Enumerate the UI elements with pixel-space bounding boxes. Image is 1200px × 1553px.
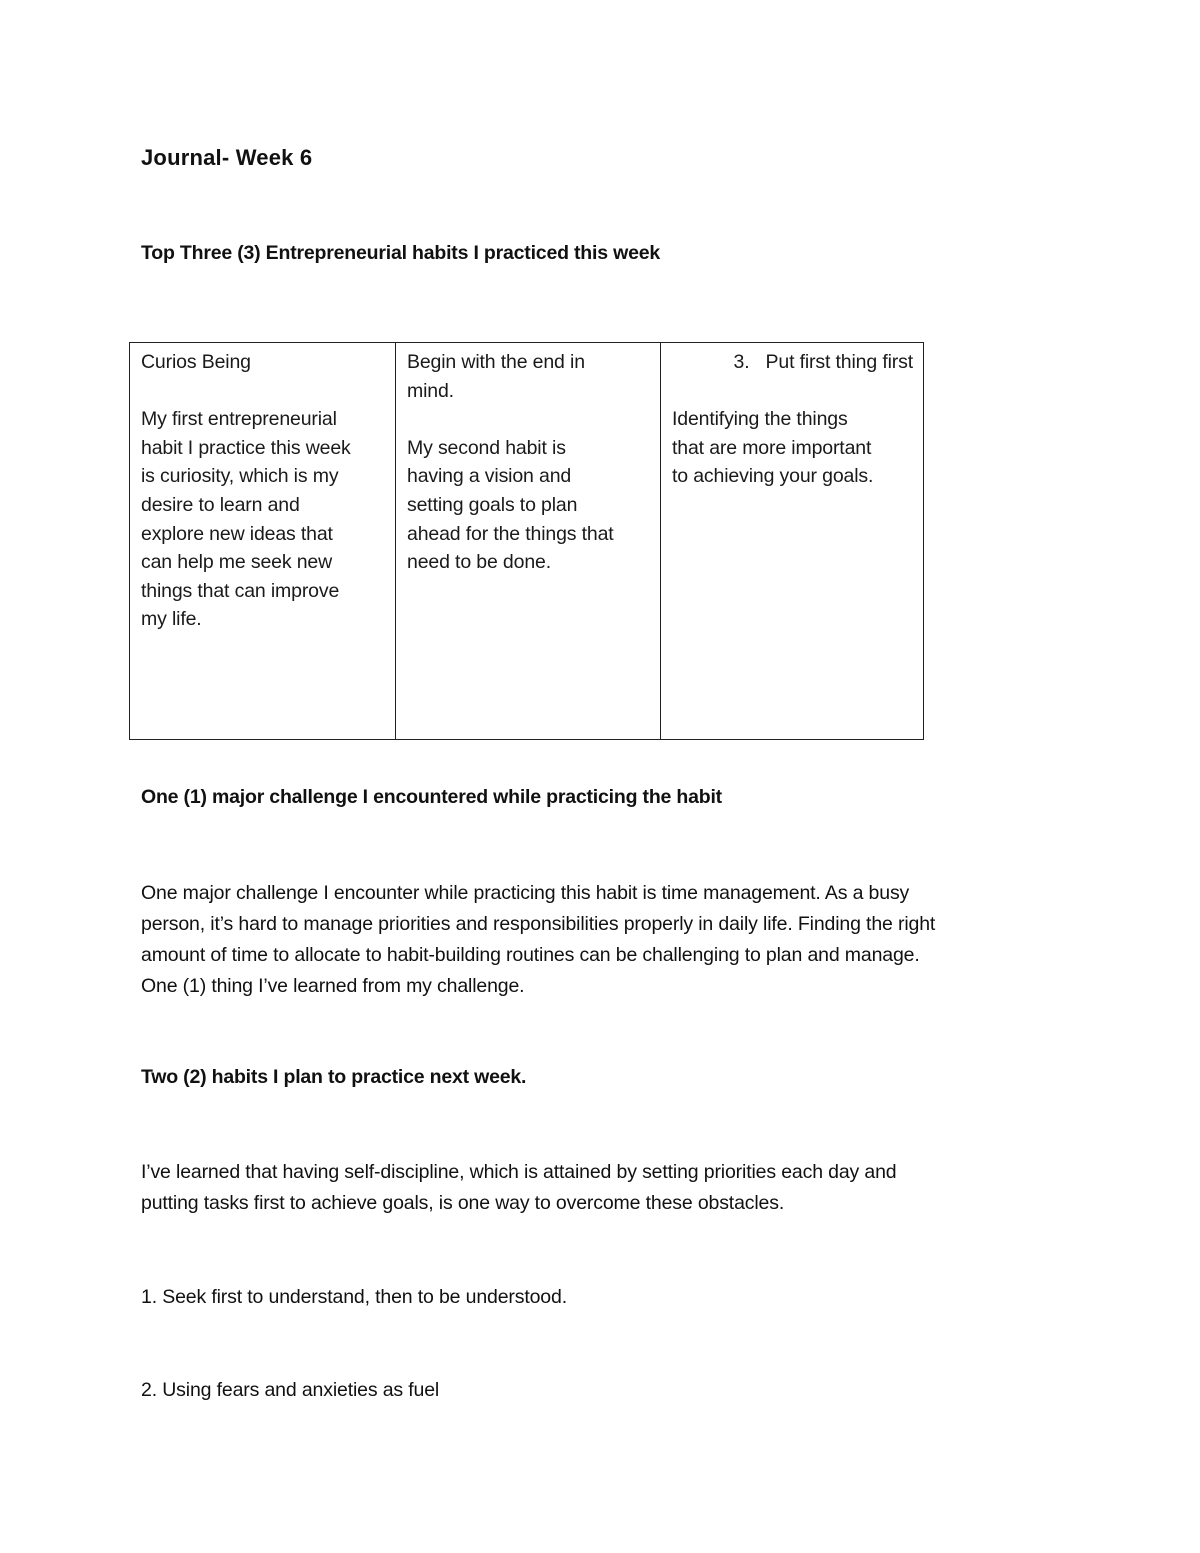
habit-cell-3 [660,343,923,739]
habits-table [129,342,924,740]
habit-3-title-row [672,348,913,377]
habit-2-text-line: need to be done. [407,551,551,574]
major-challenge-heading: One (1) major challenge I encountered while practicing the habit [141,786,722,808]
habit-1-text-line: things that can improve [141,579,340,602]
challenge-paragraph [141,878,935,1002]
habit-1-text-line: habit I practice this week [141,436,351,459]
habits-practiced-heading: Top Three (3) Entrepreneurial habits I practiced this week [141,242,661,264]
habit-1-title: Curios Being [141,351,251,373]
habit-1-text-line: My first entrepreneurial [141,408,337,431]
habit-2-title-line: mind. [407,379,454,402]
plan-item-2: 2. Using fears and anxieties as fuel [141,1379,440,1401]
habit-3-number: 3. [733,351,750,373]
habit-2-text-line: having a vision and [407,465,572,488]
habit-3-text-line: to achieving your goals. [672,465,874,488]
habit-1-text-line: my life. [141,608,202,631]
journal-title: Journal- Week 6 [141,145,313,170]
next-week-habits-heading: Two (2) habits I plan to practice next week. [141,1066,527,1088]
habit-2-text-line: setting goals to plan [407,493,578,516]
paragraph-line: One major challenge I encounter while practicing this habit is time management. As a busy [141,882,910,904]
paragraph-line: I’ve learned that having self-discipline, which is attained by setting priorities each day and [141,1161,897,1183]
habit-1-text-line: desire to learn and [141,493,300,516]
paragraph-line: One (1) thing I’ve learned from my challenge. [141,975,525,997]
habit-3-text-line: Identifying the things [672,408,848,431]
paragraph-line: putting tasks first to achieve goals, is one way to overcome these obstacles. [141,1192,785,1214]
habit-2-text-line: ahead for the things that [407,522,614,545]
habit-1-text-line: is curiosity, which is my [141,465,339,488]
habit-1-text-line: can help me seek new [141,551,333,574]
lesson-paragraph [141,1157,897,1219]
habit-2-text-line: My second habit is [407,436,566,459]
paragraph-line: person, it’s hard to manage priorities and responsibilities properly in daily life. Finding the right [141,913,936,935]
habit-cell-2 [395,343,660,739]
habit-3-title: Put first thing first [765,351,913,373]
habit-2-title-line: Begin with the end in [407,351,585,373]
paragraph-line: amount of time to allocate to habit-building routines can be challenging to plan and manage. [141,944,920,966]
plan-item-1: 1. Seek first to understand, then to be understood. [141,1286,567,1308]
habit-3-text-line: that are more important [672,436,872,459]
habit-cell-1 [130,343,395,739]
habit-1-text-line: explore new ideas that [141,522,333,545]
